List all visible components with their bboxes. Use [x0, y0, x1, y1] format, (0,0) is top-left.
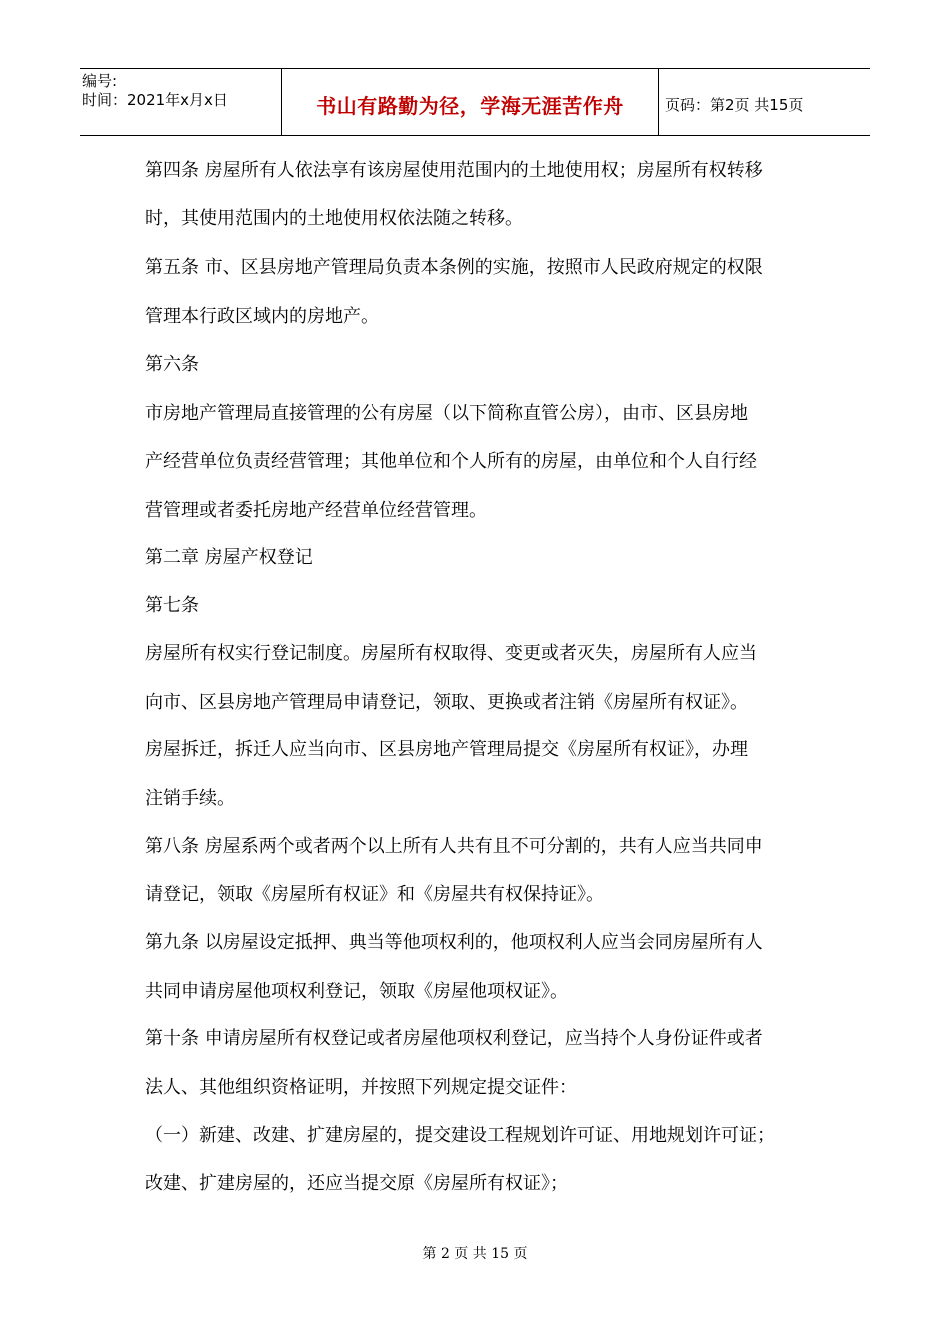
body-line: 第四条 房屋所有人依法享有该房屋使用范围内的土地使用权；房屋所有权转移 — [145, 160, 763, 181]
body-line: （一）新建、改建、扩建房屋的，提交建设工程规划许可证、用地规划许可证； — [145, 1125, 775, 1146]
document-number-label: 编号: — [82, 72, 118, 90]
body-line: 时，其使用范围内的土地使用权依法随之转移。 — [145, 208, 523, 229]
body-line: 房屋拆迁，拆迁人应当向市、区县房地产管理局提交《房屋所有权证》，办理 — [145, 739, 748, 760]
body-line: 房屋所有权实行登记制度。房屋所有权取得、变更或者灭失，房屋所有人应当 — [145, 643, 757, 664]
body-line: 营管理或者委托房地产经营单位经营管理。 — [145, 500, 487, 521]
body-line: 市房地产管理局直接管理的公有房屋（以下简称直管公房），由市、区县房地 — [145, 403, 748, 424]
body-line: 第二章 房屋产权登记 — [145, 547, 313, 568]
document-header — [80, 68, 870, 136]
body-line: 第六条 — [145, 354, 199, 375]
body-line: 管理本行政区域内的房地产。 — [145, 306, 379, 327]
body-line: 第十条 申请房屋所有权登记或者房屋他项权利登记，应当持个人身份证件或者 — [145, 1028, 763, 1049]
header-page-cell — [659, 69, 870, 135]
header-meta — [80, 69, 281, 135]
header-motto-cell — [281, 69, 659, 135]
body-line: 法人、其他组织资格证明，并按照下列规定提交证件： — [145, 1077, 577, 1098]
body-line: 第九条 以房屋设定抵押、典当等他项权利的，他项权利人应当会同房屋所有人 — [145, 932, 763, 953]
body-line: 第七条 — [145, 595, 199, 616]
header-motto: 书山有路勤为径，学海无涯苦作舟 — [316, 93, 624, 118]
header-page-number: 页码：第2页 共15页 — [665, 95, 804, 114]
page-footer: 第 2 页 共 15 页 — [422, 1246, 528, 1262]
body-line: 共同申请房屋他项权利登记，领取《房屋他项权证》。 — [145, 981, 568, 1002]
body-line: 请登记，领取《房屋所有权证》和《房屋共有权保持证》。 — [145, 884, 604, 905]
body-line: 第五条 市、区县房地产管理局负责本条例的实施，按照市人民政府规定的权限 — [145, 257, 763, 278]
body-line: 注销手续。 — [145, 788, 235, 809]
document-date-label: 时间：2021年x月x日 — [82, 91, 228, 109]
body-line: 第八条 房屋系两个或者两个以上所有人共有且不可分割的，共有人应当共同申 — [145, 836, 763, 857]
body-line: 改建、扩建房屋的，还应当提交原《房屋所有权证》； — [145, 1173, 568, 1194]
body-line: 向市、区县房地产管理局申请登记，领取、更换或者注销《房屋所有权证》。 — [145, 692, 748, 713]
body-line: 产经营单位负责经营管理；其他单位和个人所有的房屋，由单位和个人自行经 — [145, 451, 757, 472]
